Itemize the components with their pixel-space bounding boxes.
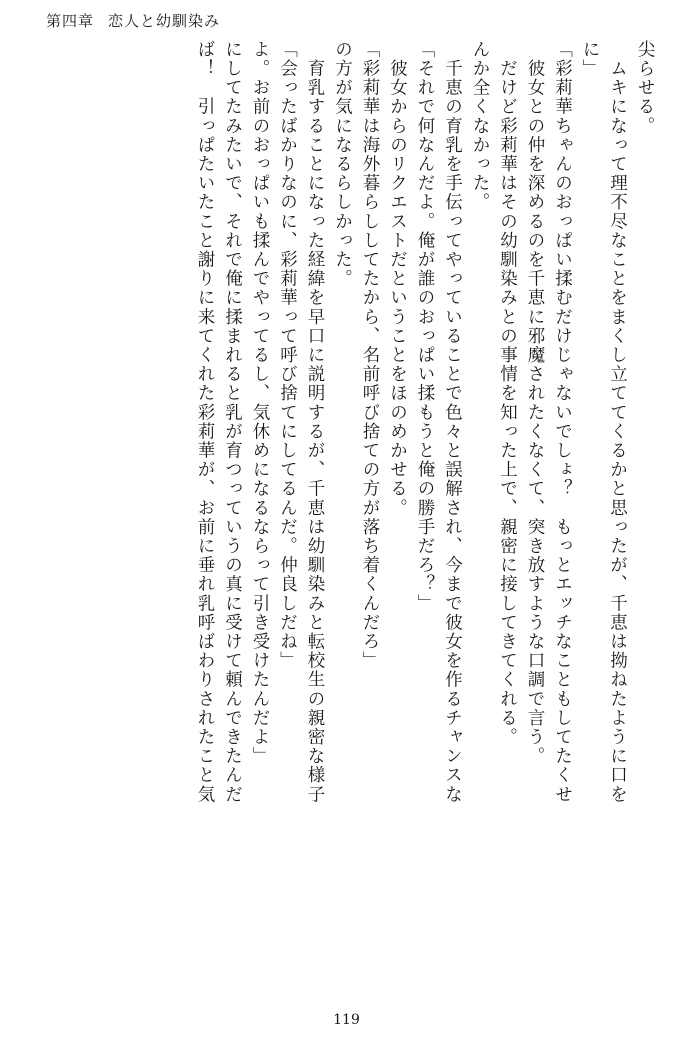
text-column: 「会ったばかりなのに、彩莉華って呼び捨てにしてるんだ。仲良しだね」	[277, 40, 298, 671]
text-column: 彼女からのリクエストだということをほのめかせる。	[387, 40, 408, 518]
chapter-title: 恋人と幼馴染み	[108, 12, 221, 30]
page-body	[186, 40, 654, 995]
text-column: ムキになって理不尽なことをまくし立ててくるかと思ったが、千恵は拗ねたように口を	[607, 40, 628, 804]
text-column: よ。お前のおっぱいも揉んでやってるし、気休めになるならって引き受けたんだよ」	[250, 40, 270, 766]
text-column: 尖らせる。	[635, 40, 655, 136]
chapter-number: 第四章	[46, 12, 95, 30]
text-column: 育乳することになった経緯を早口に説明するが、千恵は幼馴染みと転校生の親密な様子	[305, 40, 325, 804]
text-column: だけど彩莉華はその幼馴染みとの事情を知った上で、親密に接してきてくれる。	[497, 40, 518, 747]
text-column: 「それで何なんだよ。俺が誰のおっぱい揉もうと俺の勝手だろ？」	[415, 40, 435, 613]
text-column: 彼女との仲を深めるのを千恵に邪魔されたくなくて、突き放すような口調で言う。	[525, 40, 545, 766]
text-column: ば！ 引っぱたいたこと謝りに来てくれた彩莉華が、お前に垂れ乳呼ばわりされたこと気	[195, 40, 215, 804]
text-column: んか全くなかった。	[470, 40, 490, 212]
text-column: にしてたみたいで、それで俺に揉まれると乳が育つっていうの真に受けて頼んできたんだ	[222, 40, 243, 804]
text-column: 「彩莉華は海外暮らししてたから、名前呼び捨ての方が落ち着くんだろ」	[360, 40, 380, 671]
text-column: 千恵の育乳を手伝ってやっていることで色々と誤解され、今まで彼女を作るチャンスな	[442, 40, 463, 804]
text-column: 「彩莉華ちゃんのおっぱい揉むだけじゃないでしょ？ もっとエッチなこともしてたくせ	[552, 40, 573, 804]
text-column: に」	[580, 40, 600, 79]
running-header	[46, 10, 220, 31]
text-column: の方が気になるらしかった。	[332, 40, 353, 289]
page-number: 119	[333, 1012, 360, 1028]
